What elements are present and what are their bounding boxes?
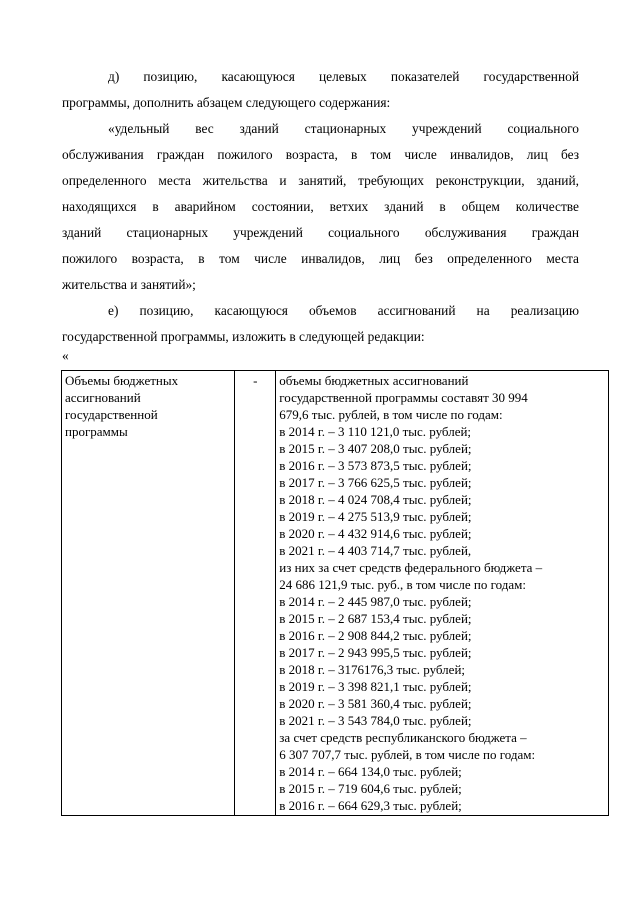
content-line: в 2016 г. – 664 629,3 тыс. рублей; — [279, 798, 462, 813]
content-line: 24 686 121,9 тыс. руб., в том числе по годам: — [279, 577, 526, 592]
content-line: в 2016 г. – 3 573 873,5 тыс. рублей; — [279, 458, 472, 473]
content-line: в 2016 г. – 2 908 844,2 тыс. рублей; — [279, 628, 472, 643]
content-line: в 2014 г. – 664 134,0 тыс. рублей; — [279, 764, 462, 779]
open-quote-mark: « — [62, 348, 69, 363]
label-line: Объемы бюджетных — [65, 373, 179, 388]
content-line: в 2014 г. – 3 110 121,0 тыс. рублей; — [279, 424, 472, 439]
paragraph-d — [62, 64, 579, 116]
content-line: государственной программы составят 30 994 — [279, 390, 528, 405]
content-line: в 2018 г. – 3176176,3 тыс. рублей; — [279, 662, 466, 677]
label-line: ассигнований — [65, 390, 141, 405]
content-line: в 2017 г. – 2 943 995,5 тыс. рублей; — [279, 645, 472, 660]
content-line: 6 307 707,7 тыс. рублей, в том числе по годам: — [279, 747, 536, 762]
text-line: находящихся в аварийном состоянии, ветхих зданий в общем количестве — [62, 199, 579, 214]
content-line: в 2015 г. – 719 604,6 тыс. рублей; — [279, 781, 462, 796]
content-line: 679,6 тыс. рублей, в том числе по годам: — [279, 407, 503, 422]
content-line: в 2018 г. – 4 024 708,4 тыс. рублей; — [279, 492, 472, 507]
content-line: в 2019 г. – 3 398 821,1 тыс. рублей; — [279, 679, 472, 694]
table-cell-label — [62, 371, 235, 816]
text-line: обслуживания граждан пожилого возраста, в том числе инвалидов, лиц без — [62, 147, 579, 162]
content-line: в 2017 г. – 3 766 625,5 тыс. рублей; — [279, 475, 472, 490]
label-line: программы — [65, 424, 128, 439]
label-line: государственной — [65, 407, 158, 422]
content-line: в 2020 г. – 4 432 914,6 тыс. рублей; — [279, 526, 472, 541]
text-line: зданий стационарных учреждений социального обслуживания граждан — [62, 225, 579, 240]
text-line: «удельный вес зданий стационарных учреждений социального — [108, 121, 579, 136]
content-line: в 2021 г. – 4 403 714,7 тыс. рублей, — [279, 543, 472, 558]
content-line: в 2014 г. – 2 445 987,0 тыс. рублей; — [279, 594, 472, 609]
content-line: объемы бюджетных ассигнований — [279, 373, 469, 388]
text-line: пожилого возраста, в том числе инвалидов, лиц без определенного места — [62, 251, 579, 266]
content-line: из них за счет средств федерального бюджета – — [279, 560, 543, 575]
content-line: в 2015 г. – 2 687 153,4 тыс. рублей; — [279, 611, 472, 626]
paragraph-quote — [62, 116, 579, 298]
content-line: в 2020 г. – 3 581 360,4 тыс. рублей; — [279, 696, 472, 711]
content-line: в 2015 г. – 3 407 208,0 тыс. рублей; — [279, 441, 472, 456]
text-line: программы, дополнить абзацем следующего содержания: — [62, 95, 391, 110]
content-line: в 2019 г. – 4 275 513,9 тыс. рублей; — [279, 509, 472, 524]
table-row — [62, 371, 609, 816]
table-cell-dash: - — [235, 371, 276, 816]
text-line: государственной программы, изложить в следующей редакции: — [62, 329, 425, 344]
content-line: за счет средств республиканского бюджета – — [279, 730, 527, 745]
text-line: е) позицию, касающуюся объемов ассигнований на реализацию — [108, 303, 579, 318]
text-line: определенного места жительства и занятий, требующих реконструкции, зданий, — [62, 173, 579, 188]
text-line: жительства и занятий»; — [62, 277, 196, 292]
text-line: д) позицию, касающуюся целевых показателей государственной — [108, 69, 579, 84]
content-line: в 2021 г. – 3 543 784,0 тыс. рублей; — [279, 713, 472, 728]
paragraph-e — [62, 298, 579, 350]
budget-table — [61, 370, 609, 816]
table-cell-content — [276, 371, 609, 816]
